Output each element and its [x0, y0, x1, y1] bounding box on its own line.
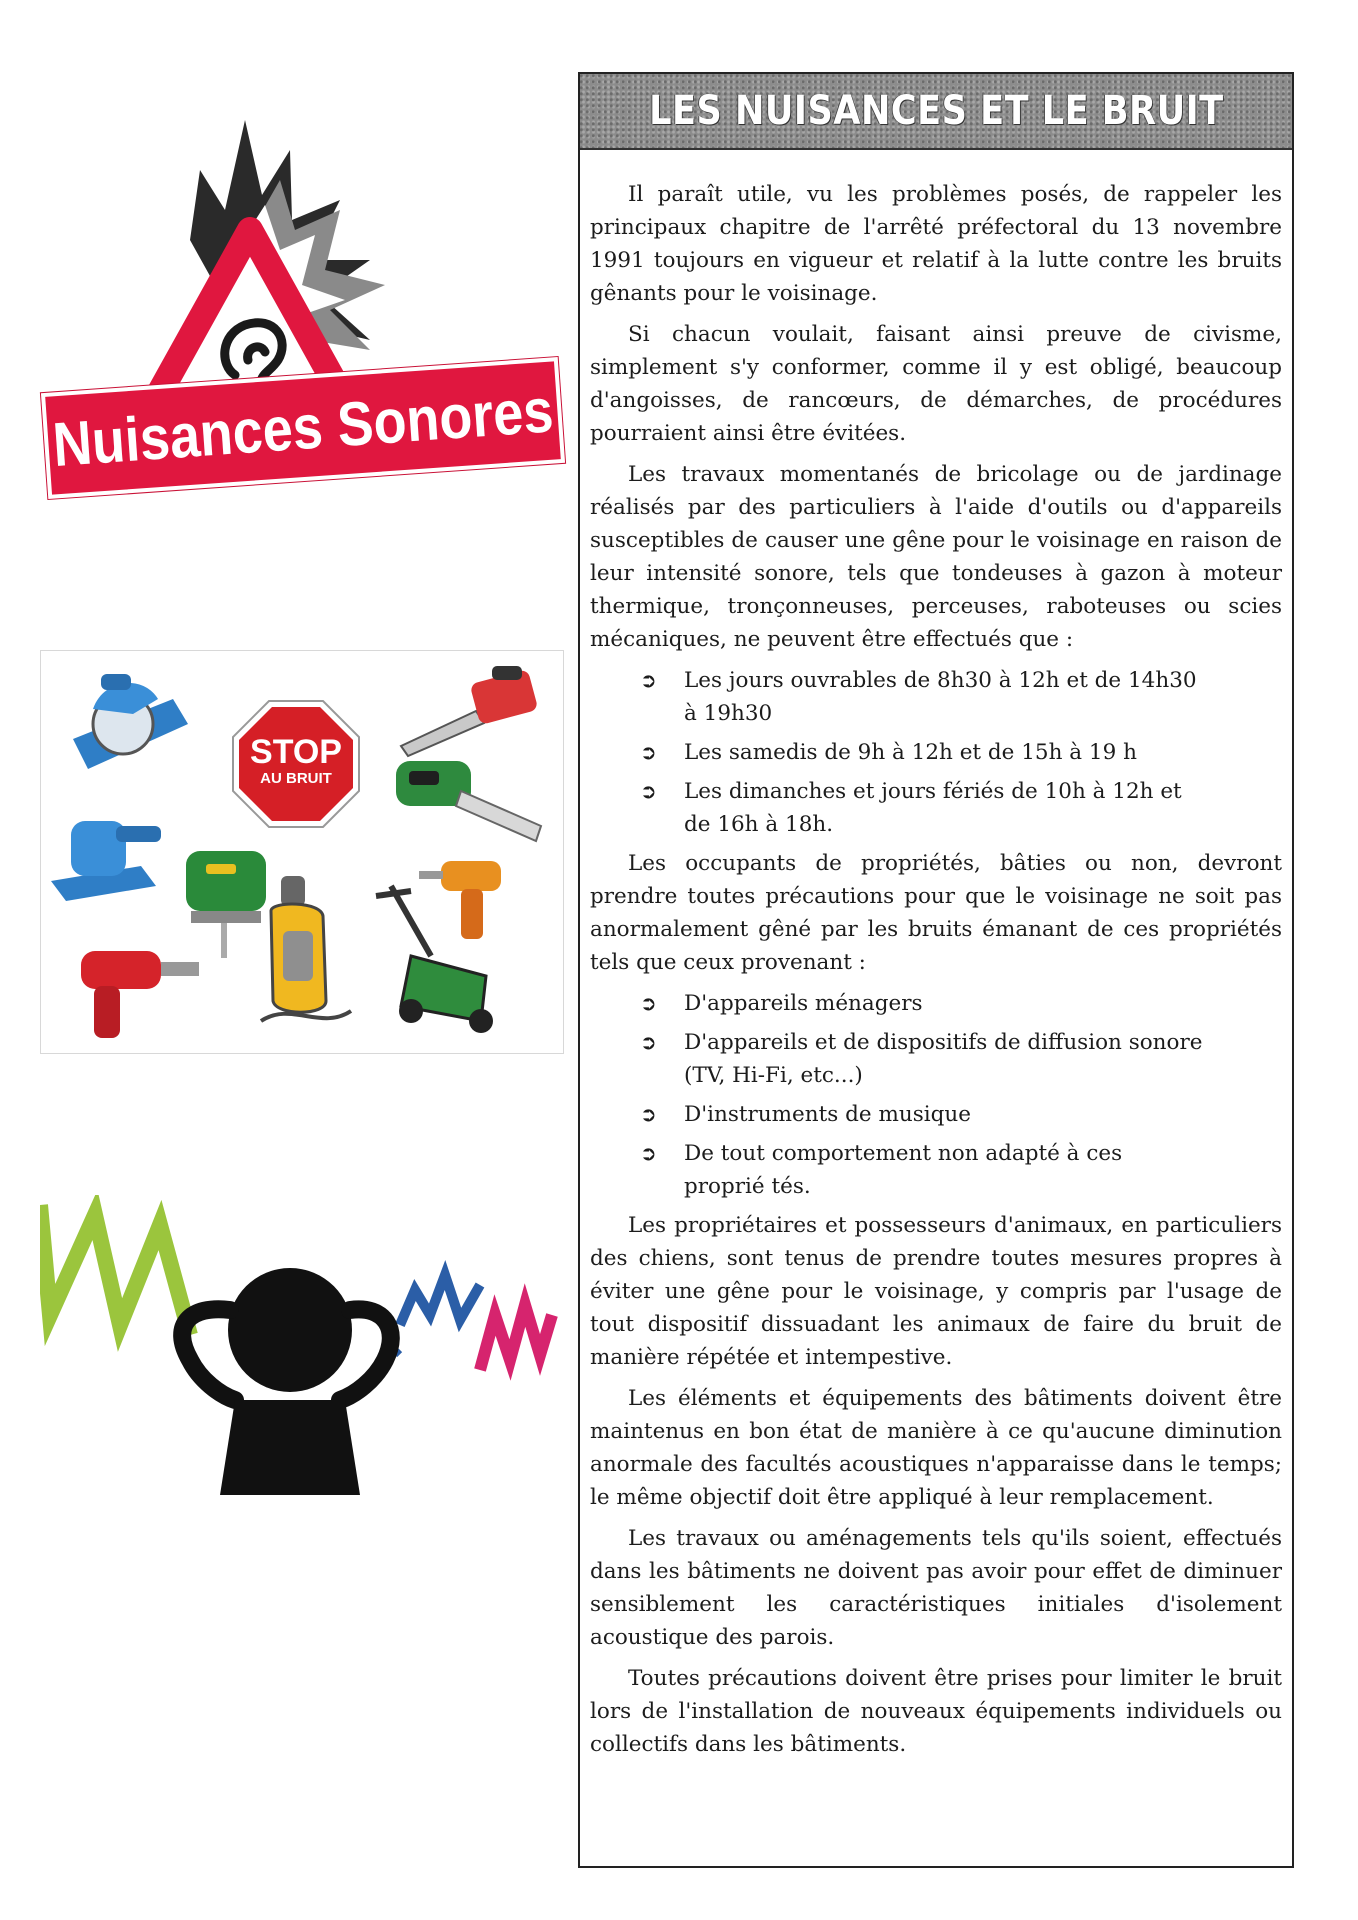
- stop-sign-title: STOP: [250, 733, 342, 771]
- paragraph: Il paraît utile, vu les problèmes posés, de rappeler les principaux chapitre de l'arrêté préfectoral du 13 novembre 1991 toujours en vigueur et relatif à la lutte contre les bruits gênants pour le voisinage.: [590, 182, 1282, 306]
- sander-icon: [46, 801, 176, 911]
- list-item-text: D'appareils et de dispositifs de diffusion sonore (TV, Hi-Fi, etc...): [684, 1030, 1203, 1088]
- drill-icon: [411, 851, 531, 951]
- paragraph: Si chacun voulait, faisant ainsi preuve de civisme, simplement s'y conformer, comme il y est obligé, beaucoup d'angoisses, de rancœurs, de démarches, de procédures pourraient ainsi être évitées.: [590, 322, 1282, 446]
- paragraph: Les travaux momentanés de bricolage ou de jardinage réalisés par des particuliers à l'aide d'outils ou d'appareils susceptibles de causer une gêne pour le voisinage en raison de leur intensité sonore, tels que tondeuses à gazon à moteur thermique, tronçonneuses, perceuses, raboteuses ou scies mécaniques, ne peuvent être effectués que :: [590, 462, 1282, 652]
- list-item: [640, 664, 1204, 730]
- list-item: [640, 1137, 1204, 1203]
- stop-au-bruit-illustration: [40, 650, 564, 1054]
- list-item-text: Les jours ouvrables de 8h30 à 12h et de 14h30 à 19h30: [684, 668, 1197, 726]
- magenta-zigzag: [480, 1305, 552, 1370]
- logo-text: Nuisances Sonores: [50, 376, 556, 480]
- paragraph: Les travaux ou aménagements tels qu'ils soient, effectués dans les bâtiments ne doivent pas avoir pour effet de diminuer sensiblement les caractéristiques initiales d'isolement acoustique des parois.: [590, 1526, 1282, 1650]
- list-item: [640, 1098, 1204, 1131]
- paragraph: Les propriétaires et possesseurs d'animaux, en particuliers des chiens, sont tenus de prendre toutes mesures propres à éviter une gêne pour le voisinage, y compris par l'usage de tout dispositif dissuadant les animaux de faire du bruit de manière répétée et intempestive.: [590, 1213, 1282, 1370]
- hedge-trimmer-icon: [391, 751, 551, 851]
- article-header: [580, 74, 1292, 150]
- arrow-bullet-icon: ➲: [640, 740, 657, 764]
- arrow-bullet-icon: ➲: [640, 1102, 657, 1126]
- list-item: [640, 1026, 1204, 1092]
- noise-sources-list: [590, 987, 1282, 1203]
- power-drill-icon: [76, 946, 206, 1046]
- arrow-bullet-icon: ➲: [640, 1030, 657, 1054]
- paragraph: Toutes précautions doivent être prises pour limiter le bruit lors de l'installation de nouveaux équipements individuels ou collectifs dans les bâtiments.: [590, 1666, 1282, 1757]
- list-item-text: De tout comportement non adapté à ces proprié tés.: [684, 1141, 1123, 1199]
- nuisances-sonores-logo: [40, 110, 560, 490]
- headache-figure-illustration: [40, 1195, 560, 1495]
- list-item-text: Les samedis de 9h à 12h et de 15h à 19 h: [684, 740, 1137, 765]
- list-item: [640, 736, 1204, 769]
- circular-saw-icon: [63, 669, 193, 779]
- pressure-washer-icon: [251, 871, 361, 1031]
- article-body: [590, 178, 1282, 1769]
- article-title: LES NUISANCES ET LE BRUIT: [648, 88, 1224, 134]
- list-item-text: D'instruments de musique: [684, 1102, 971, 1127]
- list-item-text: Les dimanches et jours fériés de 10h à 12h et de 16h à 18h.: [684, 779, 1182, 837]
- stop-sign-subtitle: AU BRUIT: [260, 770, 332, 787]
- arrow-bullet-icon: ➲: [640, 1141, 657, 1165]
- schedule-list: [590, 664, 1282, 841]
- list-item-text: D'appareils ménagers: [684, 991, 923, 1016]
- green-zigzag: [40, 1205, 190, 1335]
- paragraph: Les occupants de propriétés, bâties ou non, devront prendre toutes précautions pour que le voisinage ne soit pas anormalement gêné par les bruits émanant de ces propriétés tels que ceux provenant :: [590, 851, 1282, 975]
- list-item: [640, 775, 1204, 841]
- arrow-bullet-icon: ➲: [640, 991, 657, 1015]
- chainsaw-icon: [396, 661, 546, 761]
- arrow-bullet-icon: ➲: [640, 779, 657, 803]
- blue-zigzag: [400, 1275, 480, 1325]
- figure-head: [228, 1268, 352, 1392]
- paragraph: Les éléments et équipements des bâtiments doivent être maintenus en bon état de manière à ce qu'aucune diminution anormale des facultés acoustiques n'apparaisse dans le temps; le même objectif doit être appliqué à leur remplacement.: [590, 1386, 1282, 1510]
- article-panel: [578, 72, 1294, 1868]
- arrow-bullet-icon: ➲: [640, 668, 657, 692]
- list-item: [640, 987, 1204, 1020]
